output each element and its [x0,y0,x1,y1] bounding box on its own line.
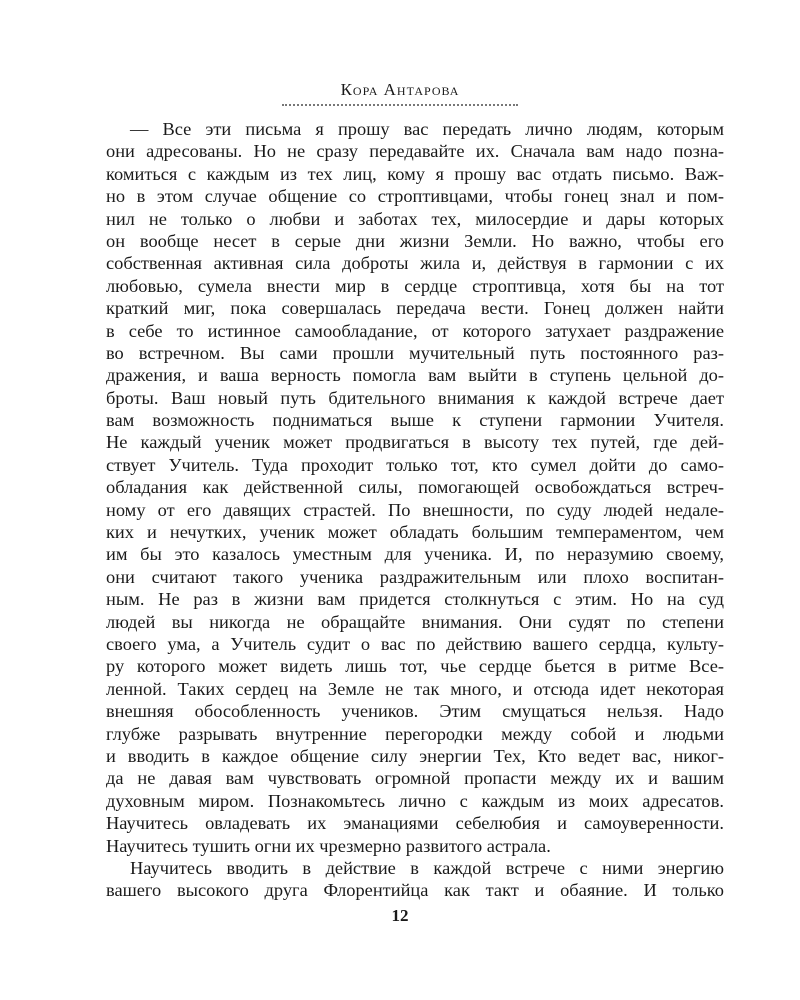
text-line: да не давая вам чувствовать огромной пропасти между их и вашим [106,768,724,789]
text-line: Научитесь овладевать их эманациями себелюбия и самоуверенности. [106,813,724,834]
text-line: и вводить в каждое общение силу энергии Тех, Кто ведет вас, никог- [106,745,724,766]
text-line: комиться с каждым из тех лиц, кому я прошу вас отдать письмо. Важ- [106,163,724,184]
text-line: глубже разрывать внутренние перегородки между собой и людьми [106,723,724,744]
text-line: ным. Не раз в жизни вам придется столкнуться с этим. Но на суд [106,589,724,610]
page-number: 12 [391,906,409,925]
text-line: — Все эти письма я прошу вас передать лично людям, которым [130,119,724,139]
text-line: ких и нечутких, ученик может обладать большим темпераментом, чем [106,522,724,543]
text-line: собственная активная сила доброты жила и, действуя в гармонии с их [106,253,724,274]
text-line: своего ума, а Учитель судит о вас по действию вашего сердца, культу- [106,633,724,654]
text-line: Научитесь тушить огни их чрезмерно развитого астрала. [106,835,551,856]
text-line: им бы это казалось уместным для ученика. И, по неразумию своему, [106,544,724,565]
text-line: ствует Учитель. Туда проходит только тот, кто сумел дойти до само- [106,454,724,475]
text-line: во встречном. Вы сами прошли мучительный путь постоянного раз- [106,342,724,363]
text-line: они считают такого ученика раздражительным или плохо воспитан- [106,566,724,587]
text-line: дражения, и ваша верность помогла вам выйти в ступень цельной до- [106,365,724,386]
text-line: людей вы никогда не обращайте внимания. Они судят по степени [106,611,724,632]
body-text [106,118,724,902]
text-line: ному от его давящих страстей. По внешности, по суду людей недале- [106,499,724,520]
header-dotted-rule [282,104,518,106]
text-line: внешняя обособленность учеников. Этим смущаться нельзя. Надо [106,701,724,722]
running-header-author: Кора Антарова [340,80,460,99]
text-line: ленной. Таких сердец на Земле не так много, и отсюда идет некоторая [106,678,724,699]
text-line: они адресованы. Но не сразу передавайте их. Сначала вам надо позна- [106,141,724,162]
text-line: в себе то истинное самообладание, от которого затухает раздражение [106,320,724,341]
text-line: любовью, сумела внести мир в сердце строптивца, хотя бы на тот [106,275,724,296]
text-line: нил не только о любви и заботах тех, милосердие и дары которых [106,208,724,229]
text-line: он вообще несет в серые дни жизни Земли. Но важно, чтобы его [106,230,724,251]
text-line: обладания как действенной силы, помогающей освобождаться встреч- [106,477,724,498]
text-line: вашего высокого друга Флорентийца как такт и обаяние. И только [106,880,724,901]
text-line: Научитесь вводить в действие в каждой встрече с ними энергию [130,857,724,878]
text-line: краткий миг, пока совершалась передача вести. Гонец должен найти [106,298,724,319]
text-line: Не каждый ученик может продвигаться в высоту тех путей, где дей- [106,432,724,453]
text-line: вам возможность подниматься выше к ступени гармонии Учителя. [106,410,724,431]
text-line: ру которого может видеть лишь тот, чье сердце бьется в ритме Все- [106,656,724,677]
text-line: духовным миром. Познакомьтесь лично с каждым из моих адресатов. [106,790,724,811]
text-line: броты. Ваш новый путь бдительного внимания к каждой встрече дает [106,387,724,408]
text-line: но в этом случае общение со строптивцами, чтобы гонец знал и пом- [106,186,724,207]
